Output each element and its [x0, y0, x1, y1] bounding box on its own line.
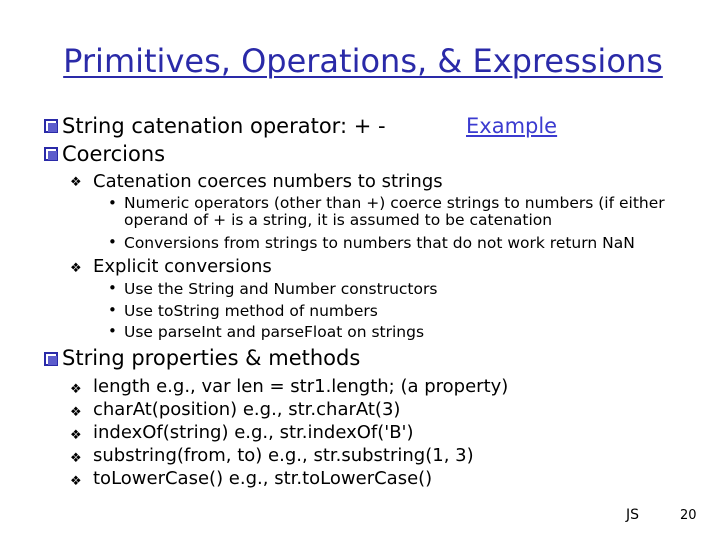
footer-label: JS [626, 507, 640, 523]
diamond-bullet-icon: ❖ [70, 175, 82, 190]
bullet-use-constructors: Use the String and Number constructors [124, 280, 438, 298]
page-title: Primitives, Operations, & Expressions [63, 42, 663, 80]
bullet-coercions: Coercions [62, 142, 166, 166]
method-length: length e.g., var len = str1.length; (a property) [93, 376, 509, 397]
bullet-explicit-conversions: Explicit conversions [93, 256, 272, 277]
bullet-numeric-operators: Numeric operators (other than +) coerce strings to numbers (if either operand of + is a string, it is assumed to be catenation [124, 194, 665, 229]
dot-bullet-icon: • [108, 322, 117, 340]
dot-bullet-icon: • [108, 301, 117, 319]
dot-bullet-icon: • [108, 194, 117, 212]
square-bullet-icon [44, 352, 58, 366]
bullet-use-parse: Use parseInt and parseFloat on strings [124, 323, 425, 341]
square-bullet-icon [44, 147, 58, 161]
diamond-bullet-icon: ❖ [70, 405, 82, 420]
square-bullet-icon [44, 119, 58, 133]
method-indexof: indexOf(string) e.g., str.indexOf('B') [93, 422, 414, 443]
example-link[interactable]: Example [466, 114, 558, 138]
diamond-bullet-icon: ❖ [70, 474, 82, 489]
method-substring: substring(from, to) e.g., str.substring(1, 3) [93, 445, 474, 466]
diamond-bullet-icon: ❖ [70, 382, 82, 397]
bullet-string-properties: String properties & methods [62, 346, 361, 370]
dot-bullet-icon: • [108, 233, 117, 251]
diamond-bullet-icon: ❖ [70, 261, 82, 276]
dot-bullet-icon: • [108, 279, 117, 297]
method-tolowercase: toLowerCase() e.g., str.toLowerCase() [93, 468, 433, 489]
method-charat: charAt(position) e.g., str.charAt(3) [93, 399, 401, 420]
bullet-string-catenation: String catenation operator: + - [62, 114, 386, 138]
bullet-conversions-fail: Conversions from strings to numbers that do not work return NaN [124, 234, 635, 252]
page-number: 20 [680, 508, 697, 523]
bullet-use-tostring: Use toString method of numbers [124, 302, 378, 320]
bullet-catenation-coerces: Catenation coerces numbers to strings [93, 171, 443, 192]
diamond-bullet-icon: ❖ [70, 428, 82, 443]
diamond-bullet-icon: ❖ [70, 451, 82, 466]
